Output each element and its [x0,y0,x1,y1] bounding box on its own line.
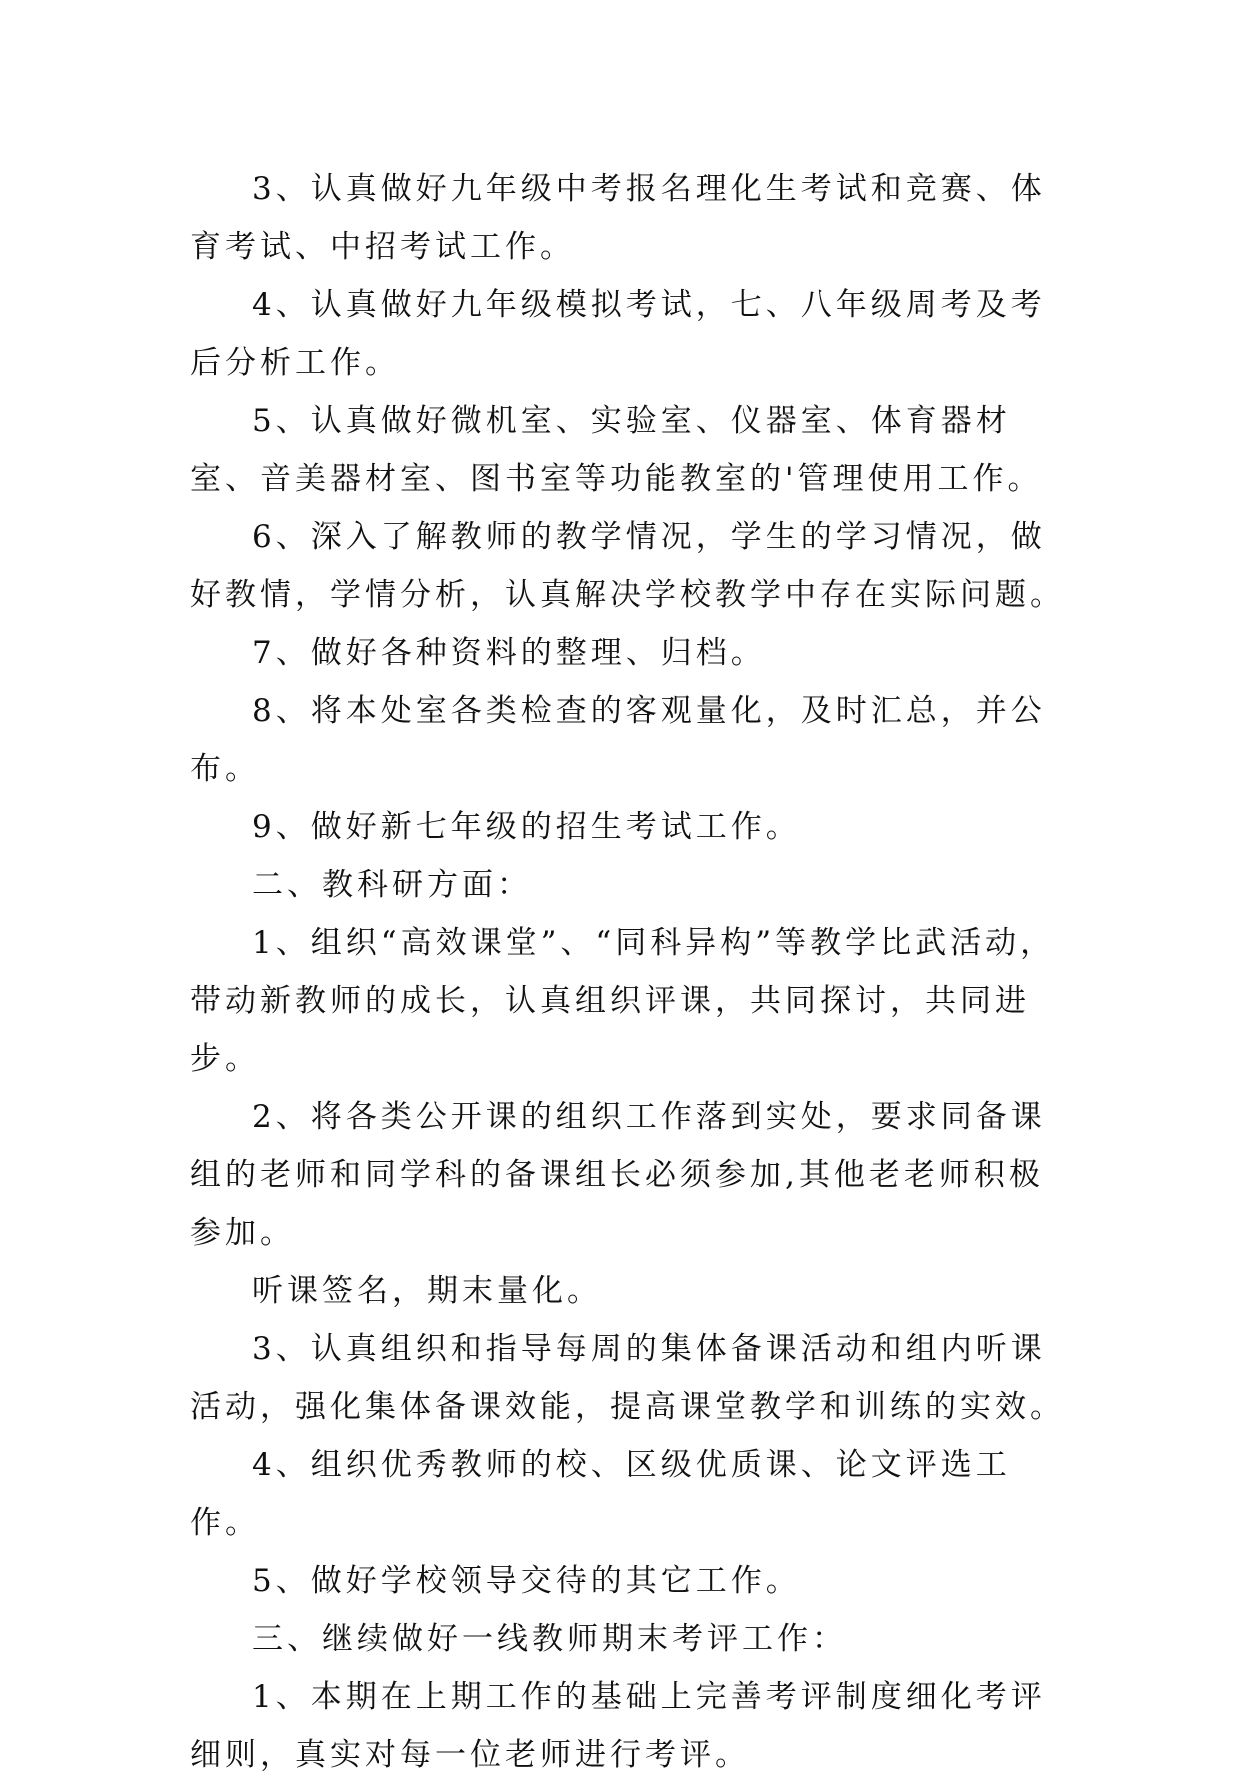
paragraph-item-3: 3、认真做好九年级中考报名理化生考试和竞赛、体育考试、中招考试工作。 [190,171,1046,265]
paragraph-research-1: 1、组织“高效课堂”、“同科异构”等教学比武活动，带动新教师的成长，认真组织评课，共同探讨，共同进步。 [190,925,1056,1077]
paragraph-research-2: 2、将各类公开课的组织工作落到实处，要求同备课组的老师和同学科的备课组长必须参加,其他老老师积极参加。 [190,1099,1046,1251]
paragraph-research-3: 3、认真组织和指导每周的集体备课活动和组内听课活动，强化集体备课效能，提高课堂教学和训练的实效。 [190,1331,1065,1425]
section-heading-research: 二、教科研方面： [252,867,532,903]
paragraph-item-9: 9、做好新七年级的招生考试工作。 [252,809,801,845]
paragraph-item-4: 4、认真做好九年级模拟考试，七、八年级周考及考后分析工作。 [190,287,1046,381]
paragraph-research-2-sign: 听课签名，期末量化。 [252,1273,602,1309]
section-heading-evaluation: 三、继续做好一线教师期末考评工作： [252,1621,847,1657]
paragraph-evaluation-1: 1、本期在上期工作的基础上完善考评制度细化考评细则，真实对每一位老师进行考评。 [190,1679,1046,1773]
paragraph-item-5: 5、认真做好微机室、实验室、仪器室、体育器材室、音美器材室、图书室等功能教室的'管理使用工作。 [190,403,1043,497]
paragraph-research-5: 5、做好学校领导交待的其它工作。 [252,1563,801,1599]
paragraph-research-4: 4、组织优秀教师的校、区级优质课、论文评选工作。 [190,1447,1011,1541]
paragraph-item-6: 6、深入了解教师的教学情况，学生的学习情况，做好教情，学情分析，认真解决学校教学中存在实际问题。 [190,519,1065,613]
paragraph-item-8: 8、将本处室各类检查的客观量化，及时汇总，并公布。 [190,693,1046,787]
document-body [190,160,1070,1784]
paragraph-item-7: 7、做好各种资料的整理、归档。 [252,635,766,671]
